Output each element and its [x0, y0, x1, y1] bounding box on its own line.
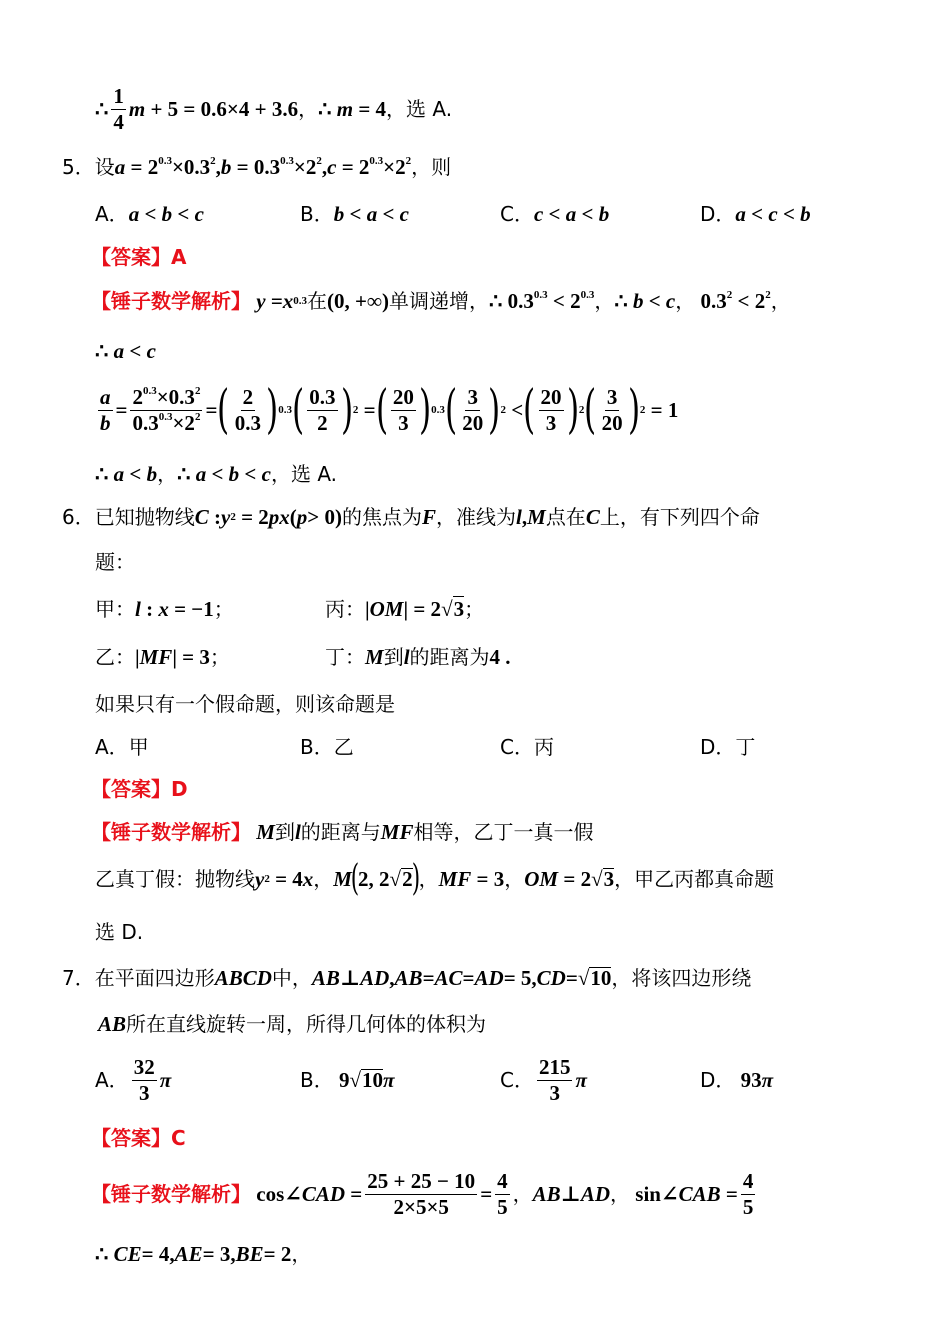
- q6-number: 6．: [62, 505, 95, 529]
- q5-options: [95, 200, 811, 228]
- q7-answer: 【答案】 C: [91, 1126, 186, 1150]
- q7-analysis-line2: ∴ CE = 4, AE = 3, BE = 2 ，: [95, 1241, 312, 1266]
- q5-lead: 设: [94, 155, 115, 179]
- q5-stem: 5． 设 a = $2^{0.3}\times 0.3^2$, b = $0.3^{0.3}\times 2^2$, c = $2^{0.3}\times 2^2$ ，则: [62, 154, 452, 179]
- q7-option-b[interactable]: B． 9√ 10 π: [300, 1067, 395, 1092]
- q6-answer: 【答案】 D: [91, 777, 188, 801]
- q6-statement-jia-bing: [95, 594, 484, 624]
- q5-conclusion: ∴ a < b ， ∴ a < b < c ，选 A.: [95, 461, 338, 486]
- q6-statement-yi-ding: [95, 642, 511, 672]
- q6-option-c[interactable]: C．丙: [500, 735, 554, 759]
- q6-analysis: 【锤子数学解析】 M 到 l 的距离与 MF 相等，乙丁一真一假: [91, 819, 594, 844]
- q6-answer-letter: D: [171, 777, 188, 801]
- prev-solution-line: ∴ $\frac{1}{4}$ m + 5 = 0.6×4 + 3.6 ， ∴ m = 4 ，选 A.: [95, 84, 453, 134]
- q6-select: 选 D.: [95, 920, 144, 944]
- q6-statement-ding: 丁：M到l的距离为4 .: [325, 644, 511, 669]
- q6-statement-yi: 乙：|MF| = 3；: [95, 644, 230, 669]
- q7-stem: 7． 在平面四边形 ABCD 中， AB ⊥ AD , AB = AC = AD = 5, CD = √ 10 ，将该四边形绕: [62, 965, 752, 990]
- q5-option-b[interactable]: B．b < a < c: [300, 201, 409, 226]
- q7-answer-letter: C: [171, 1126, 186, 1150]
- q7-analysis: 【锤子数学解析】 cos∠ CAD = $\frac{25 + 25 - 10}{2\times 5\times 5}$ = $\frac{4}{5}$ ， AB ⊥ AD ， sin∠ CAB = $\frac{4}{5}$: [91, 1169, 754, 1219]
- q5-number: 5．: [62, 155, 95, 179]
- q5-option-a[interactable]: A．a < b < c: [95, 201, 204, 226]
- q5-answer-letter: A: [171, 245, 187, 269]
- q5-answer: 【答案】 A: [91, 245, 187, 269]
- q6-option-d[interactable]: D．丁: [700, 735, 756, 759]
- q5-option-d[interactable]: D．a < c < b: [700, 201, 811, 226]
- prev-select-text: ，选 A.: [386, 97, 453, 121]
- q6-option-b[interactable]: B．乙: [300, 735, 354, 759]
- q6-statement-jia: 甲：l : x = −1；: [95, 596, 234, 621]
- q5-step-a-lt-c: ∴ a < c: [95, 338, 156, 363]
- q7-stem-line2: AB 所在直线旋转一周，所得几何体的体积为: [98, 1011, 487, 1036]
- q7-options: [95, 1052, 773, 1108]
- q6-option-a[interactable]: A．甲: [95, 735, 149, 759]
- q6-stem: 6． 已知抛物线 C : y 2 = 2 px ( p > 0) 的焦点为 F ，准线为 l , M 点在 C 上，有下列四个命: [62, 504, 760, 529]
- q6-options: [95, 733, 755, 761]
- q5-tail: ，则: [411, 155, 452, 179]
- q5-option-c[interactable]: C．c < a < b: [500, 201, 610, 226]
- q7-number: 7．: [62, 966, 95, 990]
- q7-option-c[interactable]: C． $\frac{215}{3}$ π: [500, 1055, 587, 1105]
- q6-question: 如果只有一个假命题，则该命题是: [95, 692, 395, 716]
- q5-ratio-equation: $\frac{a}{b}$ = $\frac{2^{0.3}\times 0.3^2}{0.3^{0.3}\times 2^2}$ = ( $\frac{2}{0.3}$ ) 0.3 ( $\frac{0.3}{2}$ ) 2 = ( $\frac{20}{3}$ ) 0.3 ( $\frac{3}{20}$ ) 2 < ( $\frac{20}{3}$ ) 2 ( $\frac{3}{20}$ ) 2 = 1: [100, 379, 679, 440]
- q6-statement-bing: 丙：|OM| = 2√3；: [325, 596, 485, 621]
- q5-analysis: 【锤子数学解析】 y = x 0.3 在 (0, +∞) 单调递增， ∴ $0.3^{0.3} < 2^{0.3}$ ， ∴ b < c ， $0.3^2 < 2^2$ ，: [91, 288, 791, 313]
- q6-analysis-line2: 乙真丁假：抛物线 y 2 = 4 x ， M ( 2, 2 √ 2 ) ， MF = 3 ， OM = 2 √ 3 ，甲乙丙都真命题: [95, 857, 775, 899]
- q6-stem-line2: 题：: [95, 550, 135, 574]
- q7-option-a[interactable]: A． $\frac{32}{3}$ π: [95, 1055, 172, 1105]
- q7-option-d[interactable]: D． 93 π: [700, 1067, 774, 1092]
